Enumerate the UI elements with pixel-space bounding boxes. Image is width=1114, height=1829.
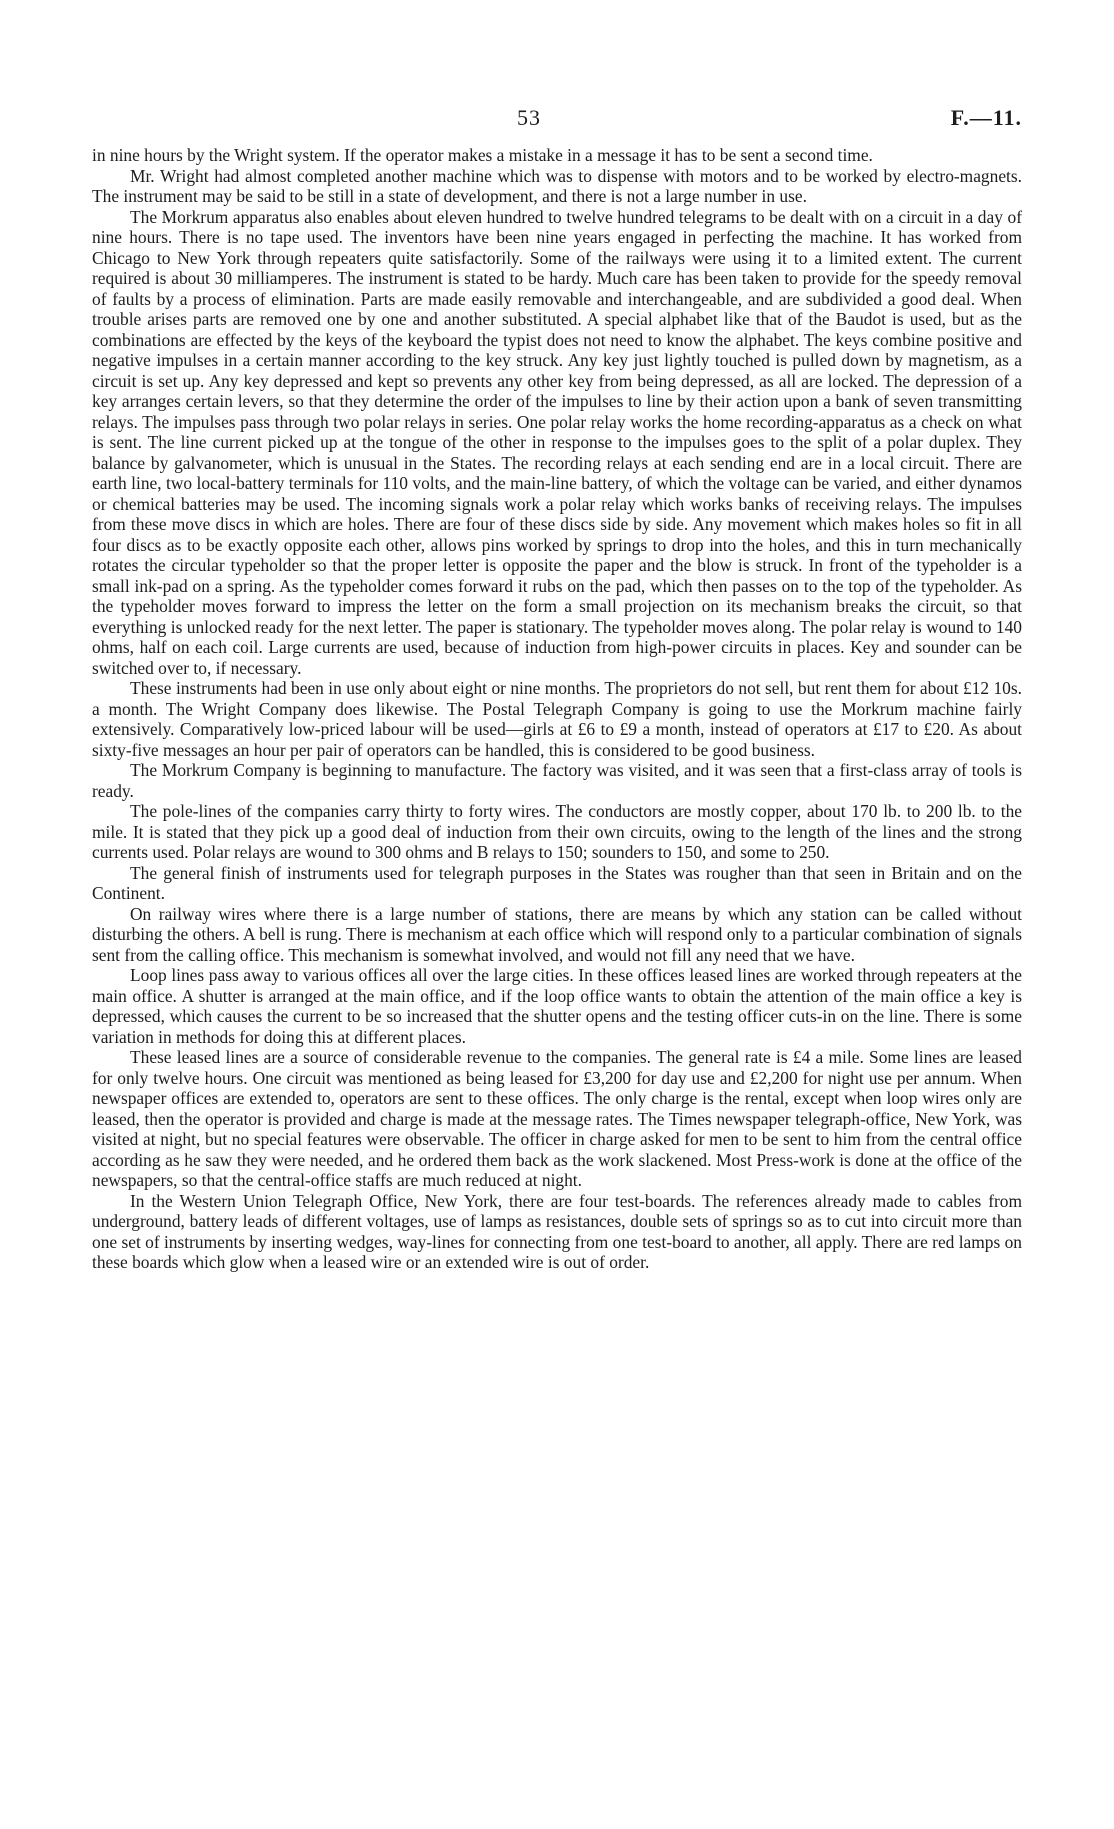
paragraph: The Morkrum apparatus also enables about eleven hundred to twelve hundred telegrams to be dealt with on a circuit in a day of nine hours. There is no tape used. The inventors have been nine years engaged in perfecting the machine. It has worked from Chicago to New York through repeaters quite satisfactorily. Some of the railways were using it to a limited extent. The current required is about 30 milliamperes. The instrument is stated to be hardy. Much care has been taken to provide for the speedy removal of faults by a process of elimination. Parts are made easily removable and interchangeable, and are subdivided a good deal. When trouble arises parts are removed one by one and another substituted. A special alphabet like that of the Baudot is used, but as the combinations are effected by the keys of the keyboard the typist does not need to know the alphabet. The keys combine positive and negative impulses in a certain manner according to the key struck. Any key just lightly touched is pulled down by magnetism, as a circuit is set up. Any key depressed and kept so prevents any other key from being depressed, as all are locked. The depression of a key arranges certain levers, so that they determine the order of the impulses to line by their action upon a bank of seven transmitting relays. The impulses pass through two polar relays in series. One polar relay works the home recording-apparatus as a check on what is sent. The line current picked up at the tongue of the other in response to the impulses goes to the split of a polar duplex. They balance by galvanometer, which is unusual in the States. The recording relays at each sending end are in a local circuit. There are earth line, two local-battery terminals for 110 volts, and the main-line battery, of which the voltage can be varied, and either dynamos or chemical batteries may be used. The incoming signals work a polar relay which works banks of receiving relays. The impulses from these move discs in which are holes. There are four of these discs side by side. Any movement which makes holes so fit in all four discs as to be exactly opposite each other, allows pins worked by springs to drop into the holes, and this in turn mechanically rotates the circular typeholder so that the proper letter is opposite the paper and the blow is struck. In front of the typeholder is a small ink-pad on a spring. As the typeholder comes forward it rubs on the pad, which then passes on to the top of the typeholder. As the typeholder moves forward to impress the letter on the form a small projection on its mechanism breaks the circuit, so that everything is unlocked ready for the next letter. The paper is stationary. The typeholder moves along. The polar relay is wound to 140 ohms, half on each coil. Large currents are used, because of induction from high-power circuits in places. Key and sounder can be switched over to, if necessary. xyxy=(92,206,1022,678)
paragraph: Loop lines pass away to various offices all over the large cities. In these offices leased lines are worked through repeaters at the main office. A shutter is arranged at the main office, and if the loop office wants to obtain the attention of the main office a key is depressed, which causes the current to be so increased that the shutter opens and the testing officer cuts-in on the line. There is some variation in methods for doing this at different places. xyxy=(92,965,1022,1047)
paragraph: In the Western Union Telegraph Office, New York, there are four test-boards. The references already made to cables from underground, battery leads of different voltages, use of lamps as resistances, double sets of springs so as to cut into circuit more than one set of instruments by inserting wedges, way-lines for connecting from one test-board to another, all apply. There are red lamps on these boards which glow when a leased wire or an extended wire is out of order. xyxy=(92,1190,1022,1272)
paragraph: Mr. Wright had almost completed another machine which was to dispense with motors and to be worked by electro-magnets. The instrument may be said to be still in a state of development, and there is not a large number in use. xyxy=(92,165,1022,206)
page-reference: F.—11. xyxy=(950,105,1022,130)
paragraph: On railway wires where there is a large number of stations, there are means by which any station can be called without disturbing the others. A bell is rung. There is mechanism at each office which will respond only to a particular combination of signals sent from the calling office. This mechanism is somewhat involved, and would not fill any need that we have. xyxy=(92,903,1022,965)
paragraph: These leased lines are a source of considerable revenue to the companies. The general rate is £4 a mile. Some lines are leased for only twelve hours. One circuit was mentioned as being leased for £3,200 for day use and £2,200 for night use per annum. When newspaper offices are extended to, operators are sent to these offices. The only charge is the rental, except when loop wires only are leased, then the operator is provided and charge is made at the message rates. The Times newspaper telegraph-office, New York, was visited at night, but no special features were observable. The officer in charge asked for men to be sent to him from the central office according as he saw they were needed, and he ordered them back as the work slackened. Most Press-work is done at the office of the newspapers, so that the central-office staffs are much reduced at night. xyxy=(92,1047,1022,1190)
paragraph: The general finish of instruments used for telegraph purposes in the States was rougher than that seen in Britain and on the Continent. xyxy=(92,862,1022,903)
document-page xyxy=(92,105,1022,1273)
page-header xyxy=(92,105,1022,145)
paragraph: These instruments had been in use only about eight or nine months. The proprietors do not sell, but rent them for about £12 10s. a month. The Wright Company does likewise. The Postal Telegraph Company is going to use the Morkrum machine fairly extensively. Comparatively low-priced labour will be used—girls at £6 to £9 a month, instead of operators at £17 to £20. As about sixty-five messages an hour per pair of operators can be handled, this is considered to be good business. xyxy=(92,678,1022,760)
body-text xyxy=(92,145,1022,1273)
page-number: 53 xyxy=(517,105,541,130)
paragraph: The pole-lines of the companies carry thirty to forty wires. The conductors are mostly copper, about 170 lb. to 200 lb. to the mile. It is stated that they pick up a good deal of induction from their own circuits, owing to the length of the lines and the strong currents used. Polar relays are wound to 300 ohms and B relays to 150; sounders to 150, and some to 250. xyxy=(92,801,1022,862)
paragraph: The Morkrum Company is beginning to manufacture. The factory was visited, and it was seen that a first-class array of tools is ready. xyxy=(92,760,1022,801)
paragraph: in nine hours by the Wright system. If the operator makes a mistake in a message it has to be sent a second time. xyxy=(92,145,873,165)
